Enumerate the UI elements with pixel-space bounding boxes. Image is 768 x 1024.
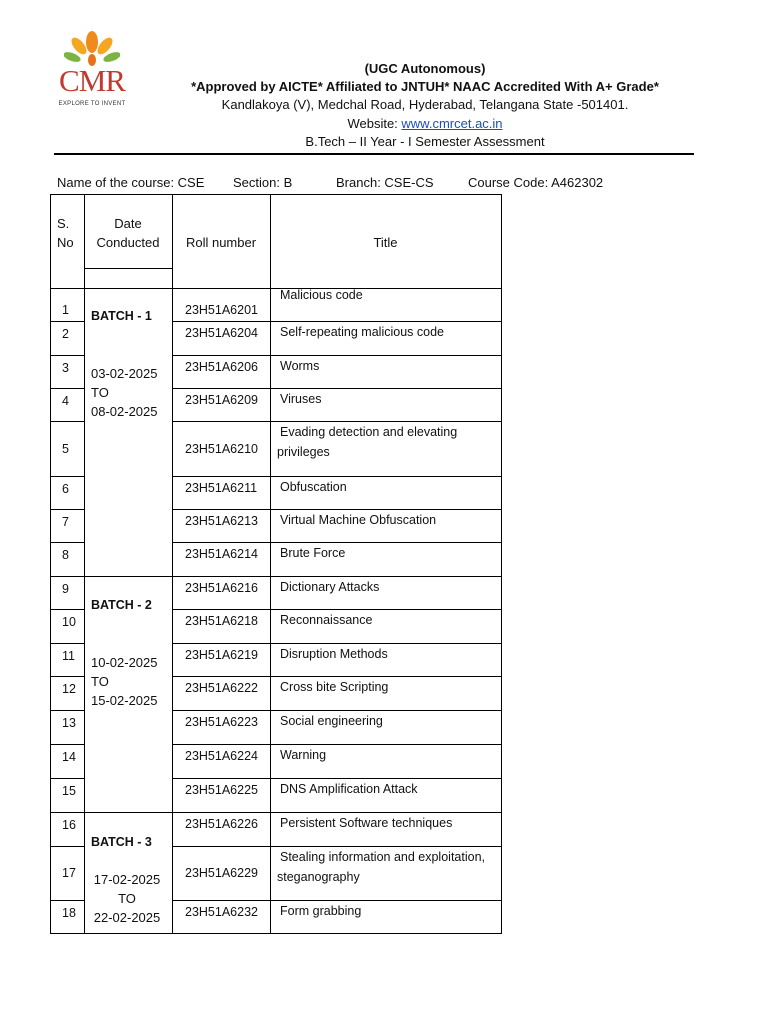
batch-to-date: 08-02-2025 — [91, 404, 158, 419]
row-sno: 11 — [62, 649, 75, 663]
row-title-line2: privileges — [277, 445, 330, 459]
header-address: Kandlakoya (V), Medchal Road, Hyderabad, Telangana State -501401. — [221, 97, 629, 112]
batch-label: BATCH - 2 — [91, 598, 152, 612]
header-website — [150, 115, 700, 133]
row-sno: 1 — [62, 303, 69, 317]
logo-tagline: EXPLORE TO INVENT — [58, 101, 126, 107]
batch-to-word: TO — [118, 891, 136, 906]
row-roll-number: 23H51A6232 — [185, 905, 258, 919]
row-roll-number: 23H51A6206 — [185, 360, 258, 374]
row-title: Form grabbing — [280, 904, 362, 918]
batch-to-date: 22-02-2025 — [93, 910, 161, 925]
batch-to-date: 15-02-2025 — [91, 693, 158, 708]
row-sno: 18 — [62, 906, 76, 920]
header-date — [84, 214, 172, 252]
table-row — [51, 421, 502, 476]
row-roll-number: 23H51A6229 — [185, 866, 258, 880]
row-sno: 14 — [62, 750, 76, 764]
row-title: Virtual Machine Obfuscation — [280, 513, 437, 527]
course-branch: Branch: CSE-CS — [336, 175, 434, 190]
row-roll-number: 23H51A6225 — [185, 783, 258, 797]
header-semester: B.Tech – II Year - I Semester Assessment — [305, 134, 545, 149]
table-row — [51, 576, 502, 609]
table-row — [51, 778, 502, 812]
row-sno: 8 — [62, 548, 69, 562]
row-title: Brute Force — [280, 546, 346, 560]
row-title: Viruses — [280, 392, 322, 406]
row-sno: 12 — [62, 682, 76, 696]
row-sno: 4 — [62, 394, 69, 408]
row-title-line2: steganography — [277, 870, 360, 884]
header-sno-line1: S. — [57, 216, 70, 231]
table-row — [51, 321, 502, 355]
batch-from-date: 17-02-2025 — [93, 872, 161, 887]
row-roll-number: 23H51A6226 — [185, 817, 258, 831]
row-sno: 9 — [62, 582, 69, 596]
table-row — [51, 542, 502, 576]
logo-wordmark: CMR — [59, 63, 125, 98]
row-sno: 13 — [62, 716, 76, 730]
row-sno: 15 — [62, 784, 76, 798]
row-title: Reconnaissance — [280, 613, 373, 627]
row-roll-number: 23H51A6204 — [185, 326, 258, 340]
row-title: Dictionary Attacks — [280, 580, 380, 594]
table-row — [51, 609, 502, 643]
table-row — [51, 676, 502, 710]
table-row — [51, 388, 502, 421]
table-row — [51, 509, 502, 542]
row-roll-number: 23H51A6219 — [185, 648, 258, 662]
batch-label: BATCH - 1 — [91, 309, 152, 323]
row-title: Cross bite Scripting — [280, 680, 389, 694]
row-roll-number: 23H51A6222 — [185, 681, 258, 695]
table-row — [51, 900, 502, 934]
row-title: Malicious code — [280, 288, 363, 302]
table-row — [51, 710, 502, 744]
row-roll-number: 23H51A6213 — [185, 514, 258, 528]
batch-to-word: TO — [91, 674, 109, 689]
header-date-line2: Conducted — [96, 235, 160, 250]
row-roll-number: 23H51A6223 — [185, 715, 258, 729]
row-roll-number: 23H51A6218 — [185, 614, 258, 628]
row-title: Stealing information and exploitation, — [280, 850, 485, 864]
course-section: Section: B — [233, 175, 293, 190]
row-sno: 10 — [62, 615, 76, 629]
website-label: Website: — [347, 116, 402, 131]
row-title: DNS Amplification Attack — [280, 782, 418, 796]
college-logo — [50, 30, 134, 112]
header-divider — [54, 153, 694, 155]
row-roll-number: 23H51A6210 — [185, 441, 258, 456]
row-roll-number: 23H51A6216 — [185, 581, 258, 595]
table-row — [51, 846, 502, 900]
row-title: Self-repeating malicious code — [280, 325, 444, 339]
header-date-line1: Date — [114, 216, 142, 231]
row-roll-number: 23H51A6211 — [185, 481, 258, 495]
table-row — [51, 643, 502, 676]
batch-to-word: TO — [91, 385, 109, 400]
table-row — [51, 355, 502, 388]
table-row — [51, 812, 502, 846]
batch-from-date: 03-02-2025 — [91, 366, 158, 381]
header-roll: Roll number — [185, 235, 257, 250]
row-sno: 17 — [62, 866, 76, 880]
website-link[interactable]: www.cmrcet.ac.in — [401, 116, 503, 131]
table-row — [51, 288, 502, 321]
table-row — [51, 744, 502, 778]
header-title: Title — [373, 235, 398, 250]
header-autonomous: (UGC Autonomous) — [364, 61, 486, 76]
row-sno: 2 — [62, 327, 69, 341]
batch-label: BATCH - 3 — [91, 835, 152, 849]
row-sno: 6 — [62, 482, 69, 496]
row-title: Warning — [280, 748, 327, 762]
batch-from-date: 10-02-2025 — [91, 655, 158, 670]
row-title: Worms — [280, 359, 320, 373]
table-row — [51, 476, 502, 509]
row-roll-number: 23H51A6201 — [185, 303, 258, 317]
row-roll-number: 23H51A6224 — [185, 749, 258, 763]
row-sno: 5 — [62, 441, 69, 456]
assessment-table — [50, 194, 502, 934]
row-title: Persistent Software techniques — [280, 816, 453, 830]
row-title: Obfuscation — [280, 480, 347, 494]
header-accreditation: *Approved by AICTE* Affiliated to JNTUH* NAAC Accredited With A+ Grade* — [191, 79, 659, 94]
row-roll-number: 23H51A6209 — [185, 393, 258, 407]
row-sno: 16 — [62, 818, 76, 832]
row-roll-number: 23H51A6214 — [185, 547, 258, 561]
course-name: Name of the course: CSE — [57, 175, 205, 190]
row-title: Social engineering — [280, 714, 383, 728]
row-title: Evading detection and elevating — [280, 425, 458, 439]
header-date-subline — [84, 268, 172, 269]
course-code: Course Code: A462302 — [468, 175, 604, 190]
row-title: Disruption Methods — [280, 647, 388, 661]
header-sno-line2: No — [57, 235, 74, 250]
row-sno: 7 — [62, 515, 69, 529]
row-sno: 3 — [62, 361, 69, 375]
